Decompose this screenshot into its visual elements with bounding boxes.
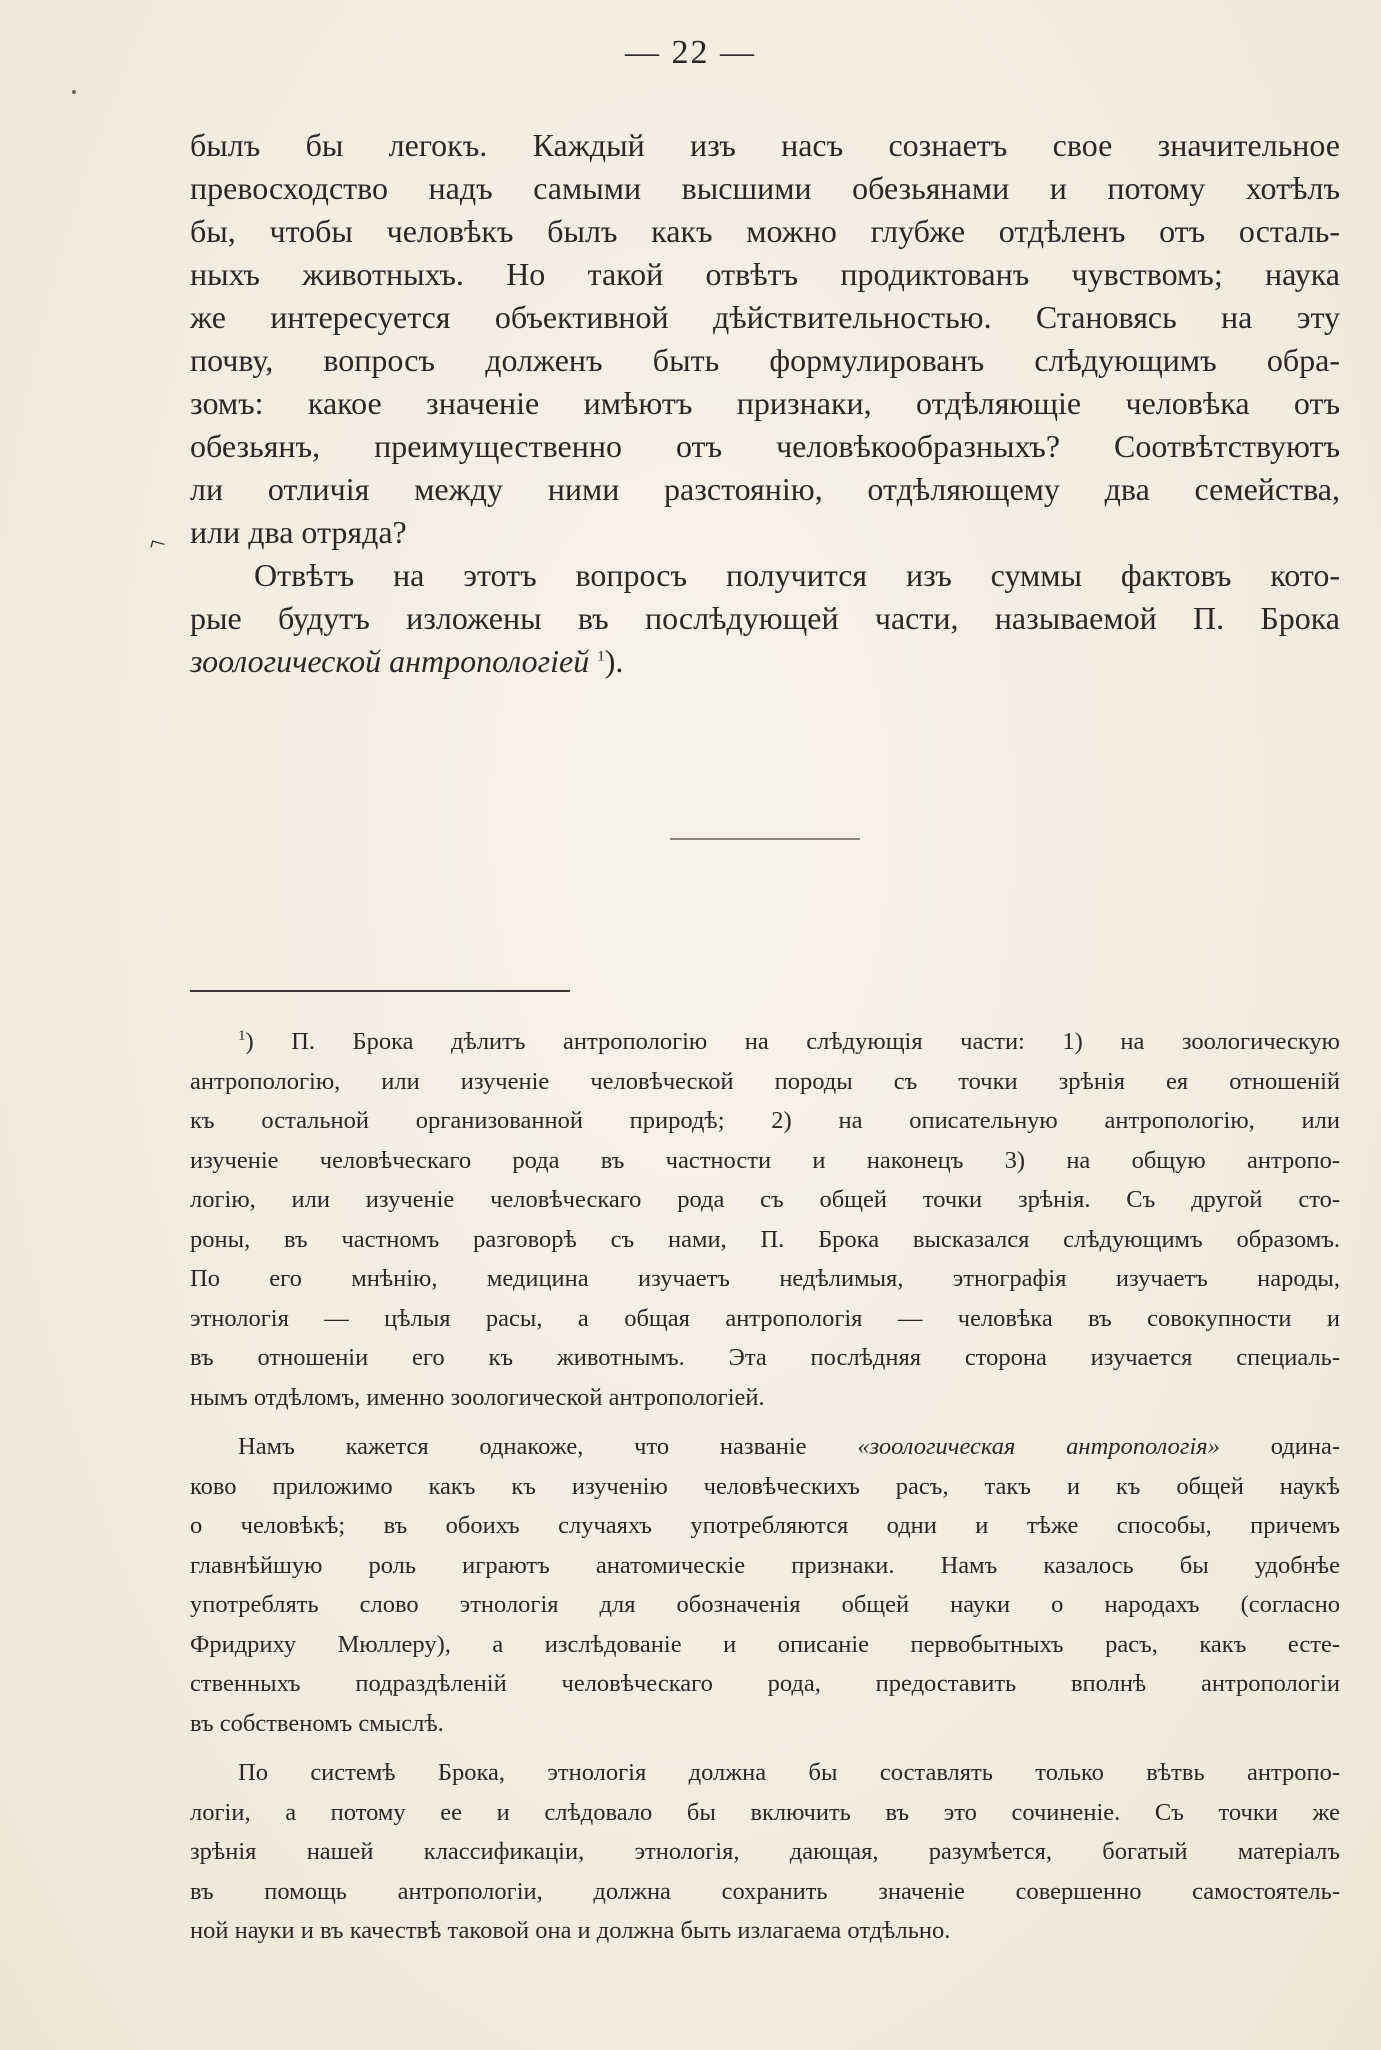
text-line: ныхъ животныхъ. Но такой отвѣтъ продиктованъ чувствомъ; наука	[190, 256, 1340, 292]
footnote-line: По его мнѣнію, медицина изучаетъ недѣлимыя, этнографія изучаетъ народы,	[190, 1265, 1340, 1292]
footnote-line: логіи, а потому ее и слѣдовало бы включить въ это сочиненіе. Съ точки же	[190, 1798, 1340, 1826]
text-line: зомъ: какое значеніе имѣютъ признаки, отдѣляющіе человѣка отъ	[190, 385, 1340, 421]
ink-speck	[72, 90, 76, 94]
italic-term: зоологической антропологіей	[190, 643, 590, 679]
footnote-line: къ остальной организованной природѣ; 2) на описательную антропологію, или	[190, 1107, 1340, 1134]
text-line: же интересуется объективной дѣйствительностью. Становясь на эту	[190, 299, 1340, 335]
footnote-line: По системѣ Брока, этнологія должна бы составлять только вѣтвь антропо-	[238, 1759, 1340, 1786]
footnote-line: въ помощь антропологіи, должна сохранить значеніе совершенно самостоятель-	[190, 1877, 1340, 1905]
margin-pencil-mark: ⌐	[146, 526, 170, 561]
text-line: бы, чтобы человѣкъ былъ какъ можно глубже отдѣленъ отъ осталь-	[190, 213, 1340, 249]
text-fragment: ).	[604, 643, 624, 679]
section-divider	[670, 838, 860, 840]
footnote-reference: 1	[597, 648, 605, 665]
text-line: превосходство надъ самыми высшими обезьянами и потому хотѣлъ	[190, 170, 1340, 206]
footnote-line: нымъ отдѣломъ, именно зоологической антропологіей.	[190, 1383, 765, 1411]
footnote-line	[190, 1022, 1340, 1062]
footnote-line: логію, или изученіе человѣческаго рода съ общей точки зрѣнія. Съ другой сто-	[190, 1186, 1340, 1213]
footnote-line: въ отношеніи его къ животнымъ. Эта послѣдняя сторона изучается специаль-	[190, 1344, 1340, 1371]
footnote-line: ственныхъ подраздѣленій человѣческаго рода, предоставить вполнѣ антропологіи	[190, 1670, 1340, 1697]
footnote-line: главнѣйшую роль играютъ анатомическіе признаки. Намъ казалось бы удобнѣе	[190, 1551, 1340, 1579]
text-line: почву, вопросъ долженъ быть формулированъ слѣдующимъ обра-	[190, 342, 1340, 378]
text-line	[190, 640, 1340, 683]
text-line: ли отличія между ними разстоянію, отдѣляющему два семейства,	[190, 471, 1340, 507]
footnotes	[190, 1022, 1340, 1951]
footnote-rule	[190, 990, 570, 992]
footnote-line: ково приложимо какъ къ изученію человѣческихъ расъ, такъ и къ общей наукѣ	[190, 1472, 1340, 1500]
text-fragment: ) П. Брока дѣлитъ антропологію на слѣдующія части: 1) на зоологическую	[245, 1028, 1340, 1055]
page-number: — 22 —	[625, 34, 756, 71]
text-fragment: Намъ кажется однакоже, что названіе	[238, 1433, 858, 1460]
text-line: Отвѣтъ на этотъ вопросъ получится изъ суммы фактовъ кото-	[254, 557, 1340, 593]
footnote-line: ной науки и въ качествѣ таковой она и должна быть излагаема отдѣльно.	[190, 1917, 951, 1944]
footnote-line	[190, 1427, 1340, 1467]
italic-term: «зоологическая антропологія»	[857, 1433, 1220, 1460]
text-line: рые будутъ изложены въ послѣдующей части, называемой П. Брока	[190, 600, 1340, 636]
footnote-line: изученіе человѣческаго рода въ частности и наконецъ 3) на общую антропо-	[190, 1146, 1340, 1174]
text-line: былъ бы легокъ. Каждый изъ насъ сознаетъ свое значительное	[190, 127, 1340, 163]
footnote-line: антропологію, или изученіе человѣческой породы съ точки зрѣнія ея отношеній	[190, 1067, 1340, 1095]
footnote-line: этнологія — цѣлыя расы, а общая антропологія — человѣка въ совокупности и	[190, 1304, 1340, 1332]
footnote-line: роны, въ частномъ разговорѣ съ нами, П. Брока высказался слѣдующимъ образомъ.	[190, 1225, 1340, 1253]
footnote-line: въ собственомъ смыслѣ.	[190, 1709, 444, 1737]
footnote-marker: 1	[238, 1027, 246, 1044]
footnote-line: зрѣнія нашей классификаціи, этнологія, дающая, разумѣется, богатый матеріалъ	[190, 1838, 1340, 1865]
footnote-line: Фридриху Мюллеру), а изслѣдованіе и описаніе первобытныхъ расъ, какъ есте-	[190, 1630, 1340, 1658]
footnote-line: употреблять слово этнологія для обозначенія общей науки о народахъ (согласно	[190, 1591, 1340, 1618]
footnote-line: о человѣкѣ; въ обоихъ случаяхъ употребляются одни и тѣже способы, причемъ	[190, 1512, 1340, 1539]
main-text	[190, 124, 1340, 683]
text-fragment: одина-	[1219, 1433, 1341, 1460]
text-line: или два отряда?	[190, 514, 407, 550]
text-line: обезьянъ, преимущественно отъ человѣкообразныхъ? Соотвѣтствуютъ	[190, 428, 1340, 464]
